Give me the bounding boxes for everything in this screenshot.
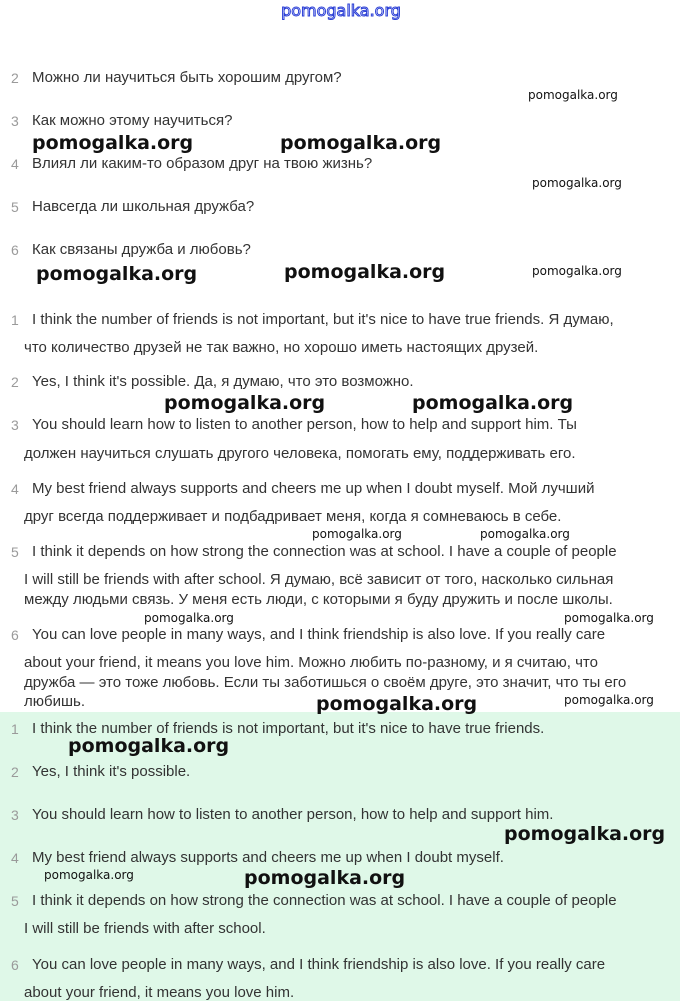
question-line: Как можно этому научиться? bbox=[32, 112, 233, 129]
questions-number: 5 bbox=[11, 199, 19, 215]
watermark: pomogalka.org bbox=[244, 867, 406, 889]
english_answer-line: You should learn how to listen to another person, how to help and support him. bbox=[32, 806, 554, 823]
english_answers-number: 4 bbox=[11, 850, 19, 866]
answer-line: I think the number of friends is not important, but it's nice to have true friends. Я думаю, bbox=[32, 311, 614, 328]
answer-line: любишь. bbox=[24, 693, 85, 710]
english_answers-number: 6 bbox=[11, 957, 19, 973]
answer-line: дружба — это тоже любовь. Если ты заботишься о своём друге, это значит, что ты его bbox=[24, 674, 627, 691]
english_answer-line: about your friend, it means you love him. bbox=[24, 984, 295, 1001]
answer-line: должен научиться слушать другого человека, помогать ему, поддерживать его. bbox=[24, 445, 576, 462]
english_answers-number: 5 bbox=[11, 893, 19, 909]
answer-line: You should learn how to listen to another person, how to help and support him. Ты bbox=[32, 416, 577, 433]
english_answers-number: 3 bbox=[11, 807, 19, 823]
watermark: pomogalka.org bbox=[280, 132, 442, 154]
english_answer-line: I think the number of friends is not important, but it's nice to have true friends. bbox=[32, 720, 545, 737]
watermark: pomogalka.org bbox=[32, 132, 194, 154]
answer-line: about your friend, it means you love him. Можно любить по-разному, и я считаю, что bbox=[24, 654, 598, 671]
watermark: pomogalka.org bbox=[164, 392, 326, 414]
watermark: pomogalka.org bbox=[412, 392, 574, 414]
answers-number: 5 bbox=[11, 544, 19, 560]
watermark: pomogalka.org bbox=[480, 527, 570, 541]
answer-line: I will still be friends with after school. Я думаю, всё зависит от того, насколько сильная bbox=[24, 571, 614, 588]
answers-number: 2 bbox=[11, 374, 19, 390]
answers-number: 4 bbox=[11, 481, 19, 497]
answer-line: You can love people in many ways, and I think friendship is also love. If you really care bbox=[32, 626, 606, 643]
answer-line: My best friend always supports and cheers me up when I doubt myself. Мой лучший bbox=[32, 480, 595, 497]
watermark: pomogalka.org bbox=[504, 823, 666, 845]
watermark: pomogalka.org bbox=[281, 1, 401, 20]
english_answer-line: My best friend always supports and cheers me up when I doubt myself. bbox=[32, 849, 504, 866]
english_answer-line: Yes, I think it's possible. bbox=[32, 763, 191, 780]
english_answer-line: You can love people in many ways, and I think friendship is also love. If you really care bbox=[32, 956, 606, 973]
watermark: pomogalka.org bbox=[532, 176, 622, 190]
answers-number: 1 bbox=[11, 312, 19, 328]
question-line: Можно ли научиться быть хорошим другом? bbox=[32, 69, 342, 86]
answers-number: 3 bbox=[11, 417, 19, 433]
english_answers-number: 2 bbox=[11, 764, 19, 780]
english_answer-line: I will still be friends with after school. bbox=[24, 920, 266, 937]
watermark: pomogalka.org bbox=[36, 263, 198, 285]
questions-number: 3 bbox=[11, 113, 19, 129]
question-line: Влиял ли каким-то образом друг на твою жизнь? bbox=[32, 155, 373, 172]
question-line: Как связаны дружба и любовь? bbox=[32, 241, 251, 258]
questions-number: 6 bbox=[11, 242, 19, 258]
watermark: pomogalka.org bbox=[564, 611, 654, 625]
watermark: pomogalka.org bbox=[44, 868, 134, 882]
watermark: pomogalka.org bbox=[284, 261, 446, 283]
question-line: Навсегда ли школьная дружба? bbox=[32, 198, 255, 215]
english_answers-number: 1 bbox=[11, 721, 19, 737]
answers-number: 6 bbox=[11, 627, 19, 643]
questions-number: 2 bbox=[11, 70, 19, 86]
watermark: pomogalka.org bbox=[528, 88, 618, 102]
watermark: pomogalka.org bbox=[312, 527, 402, 541]
answer-line: друг всегда поддерживает и подбадривает меня, когда я сомневаюсь в себе. bbox=[24, 508, 562, 525]
watermark: pomogalka.org bbox=[68, 735, 230, 757]
watermark: pomogalka.org bbox=[564, 693, 654, 707]
english_answer-line: I think it depends on how strong the connection was at school. I have a couple of people bbox=[32, 892, 617, 909]
watermark: pomogalka.org bbox=[316, 693, 478, 715]
watermark: pomogalka.org bbox=[532, 264, 622, 278]
answer-line: I think it depends on how strong the connection was at school. I have a couple of people bbox=[32, 543, 617, 560]
answer-line: между людьми связь. У меня есть люди, с которыми я буду дружить и после школы. bbox=[24, 591, 613, 608]
questions-number: 4 bbox=[11, 156, 19, 172]
answer-line: Yes, I think it's possible. Да, я думаю, что это возможно. bbox=[32, 373, 414, 390]
answer-line: что количество друзей не так важно, но хорошо иметь настоящих друзей. bbox=[24, 339, 539, 356]
watermark: pomogalka.org bbox=[144, 611, 234, 625]
